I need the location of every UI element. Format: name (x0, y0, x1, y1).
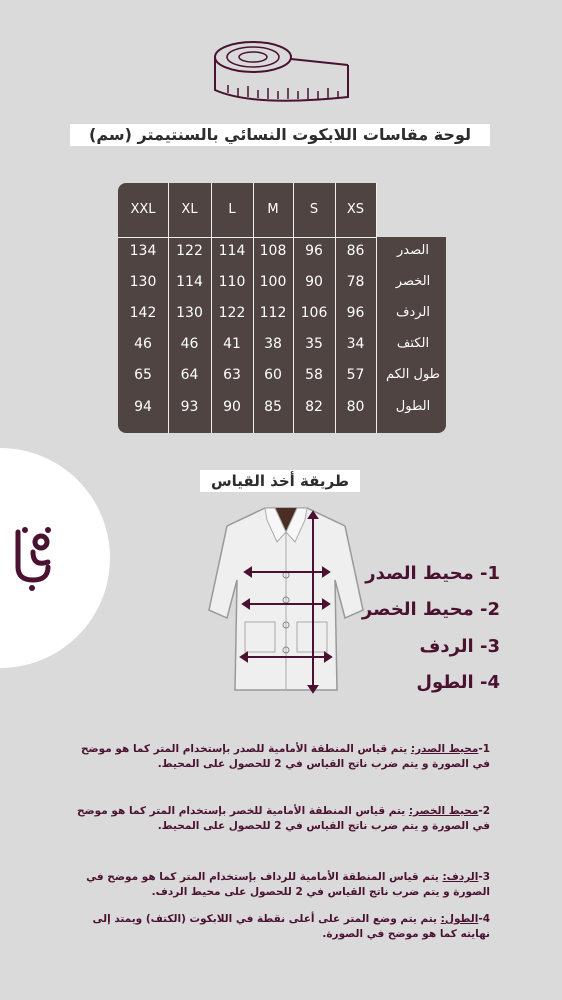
note-number: 2- (478, 805, 490, 817)
table-cell: 85 (264, 399, 282, 415)
table-cell: 34 (346, 336, 365, 352)
table-cell: 134 (129, 243, 157, 259)
note-text: يتم يتم وضع المتر على أعلى نقطة في اللابكوت (الكتف) ويمتد إلى نهايته كما هو موضح في الصورة. (92, 913, 490, 940)
table-cell: 58 (305, 367, 323, 383)
page-title: لوحة مقاسات اللابكوت النسائي بالسنتيمتر (سم) (70, 124, 490, 146)
legend-item-4: 4- الطول (416, 672, 500, 693)
column-header: M (267, 202, 279, 217)
legend-item-2: 2- محيط الخصر (361, 599, 500, 620)
table-cell: 78 (346, 274, 365, 290)
column-divider (376, 183, 377, 433)
table-cell: 35 (305, 336, 323, 352)
lab-coat-illustration (205, 500, 367, 700)
table-cell: 65 (134, 367, 152, 383)
table-cell: 100 (259, 274, 287, 290)
table-cell: 86 (346, 243, 365, 259)
note-text: يتم قياس المنطقة الأمامية للرداف بإستخدام المتر كما هو موضح في الصورة و يتم ضرب ناتج القياس في 2 للحصول على محيط الردف. (86, 871, 490, 898)
table-cell: 90 (223, 399, 241, 415)
table-cell: 114 (176, 274, 203, 290)
table-cell: 114 (218, 243, 246, 259)
table-cell: 93 (180, 399, 199, 415)
table-cell: 122 (218, 305, 246, 321)
note-text: يتم قياس المنطقة الأمامية للصدر بإستخدام المتر كما هو موضح في الصورة و يتم ضرب ناتج القياس في 2 للحصول على المحيط. (80, 743, 490, 770)
note-chest (60, 742, 490, 772)
note-number: 4- (478, 913, 490, 925)
note-term: محيط الخصر: (408, 805, 479, 817)
column-header: L (228, 202, 236, 217)
table-row-label: طول الكم (385, 367, 441, 382)
table-row-label: الكتف (396, 336, 430, 351)
table-cell: 96 (305, 243, 323, 259)
table-cell: 90 (305, 274, 323, 290)
table-cell: 41 (223, 336, 241, 352)
column-header: S (309, 202, 319, 217)
table-cell: 130 (176, 305, 203, 321)
table-cell: 122 (176, 243, 203, 259)
table-cell: 106 (300, 305, 328, 321)
table-cell: 57 (346, 367, 365, 383)
note-term: الردف: (442, 871, 479, 883)
note-waist (60, 804, 490, 834)
legend-item-3: 3- الردف (419, 636, 500, 657)
table-cell: 38 (264, 336, 282, 352)
table-header-blank (376, 183, 446, 237)
note-text: يتم قياس المنطقة الأمامية للخصر بإستخدام المتر كما هو موضح في الصورة و يتم ضرب ناتج القياس في 2 للحصول على المحيط. (76, 805, 490, 832)
header-divider (118, 237, 376, 238)
note-term: الطول: (440, 913, 479, 925)
table-row-label: الردف (395, 305, 430, 320)
table-row-label: الخصر (395, 274, 431, 289)
table-row-label: الصدر (397, 243, 429, 258)
note-hip (60, 870, 490, 900)
table-cell: 96 (346, 305, 365, 321)
table-cell: 60 (264, 367, 282, 383)
table-cell: 46 (180, 336, 199, 352)
table-cell: 112 (259, 305, 287, 321)
brand-logo (8, 522, 58, 592)
method-title: طريقة أخذ القياس (200, 470, 360, 492)
measuring-tape-icon (208, 35, 354, 107)
table-cell: 130 (129, 274, 157, 290)
note-term: محيط الصدر: (410, 743, 479, 755)
note-number: 3- (478, 871, 490, 883)
table-cell: 64 (180, 367, 199, 383)
note-number: 1- (478, 743, 490, 755)
column-header: XXL (130, 202, 156, 217)
table-cell: 63 (223, 367, 241, 383)
table-cell: 82 (305, 399, 323, 415)
table-cell: 46 (134, 336, 152, 352)
column-header: XS (346, 202, 365, 217)
table-cell: 110 (218, 274, 246, 290)
table-cell: 142 (129, 305, 157, 321)
table-cell: 94 (134, 399, 152, 415)
table-cell: 80 (346, 399, 365, 415)
note-length (60, 912, 490, 942)
legend-item-1: 1- محيط الصدر (365, 563, 500, 584)
column-header: XL (181, 202, 198, 217)
table-row-label: الطول (395, 399, 431, 414)
table-cell: 108 (259, 243, 287, 259)
size-table (118, 183, 446, 433)
